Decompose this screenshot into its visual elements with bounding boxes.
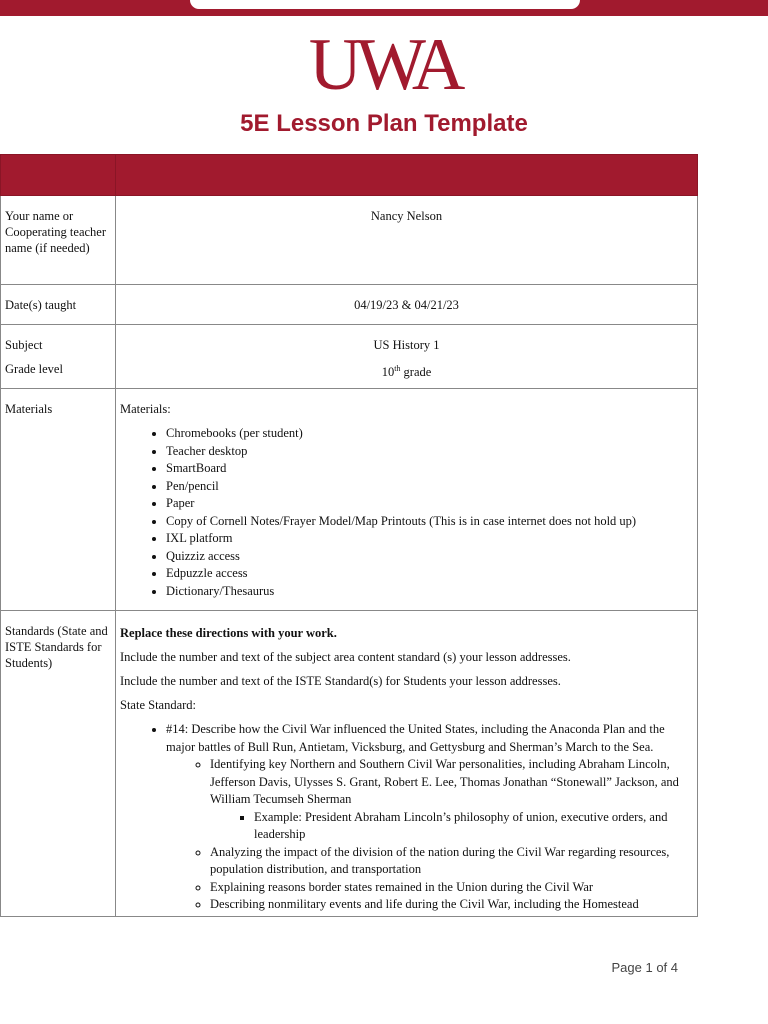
list-item: • Chromebooks (per student): [166, 425, 693, 443]
standards-instruction-1: Include the number and text of the subject area content standard (s) your lesson addresses.: [120, 650, 571, 664]
materials-label: Materials: [1, 389, 116, 611]
top-banner-notch: [190, 0, 580, 9]
document-title: 5E Lesson Plan Template: [240, 110, 528, 137]
list-item: [166, 721, 693, 914]
name-value: Nancy Nelson: [116, 196, 698, 285]
list-item: • Copy of Cornell Notes/Frayer Model/Map Printouts (This is in case internet does not hold up): [166, 513, 693, 531]
grade-value: [120, 361, 693, 380]
lesson-plan-table: [0, 154, 698, 917]
grade-word: grade: [400, 365, 432, 380]
standard-sub-list: [166, 756, 693, 914]
header-cell-right: [116, 155, 698, 196]
grade-suffix-sup: th: [394, 364, 401, 373]
grade-number: 10: [381, 365, 395, 380]
standards-instruction-2: Include the number and text of the ISTE Standard(s) for Students your lesson addresses.: [120, 674, 561, 688]
list-item: ▪ Example: President Abraham Lincoln’s philosophy of union, executive orders, and leadership: [254, 809, 693, 844]
uwa-logo: UWA: [308, 24, 460, 106]
standards-label: Standards (State and ISTE Standards for Students): [1, 611, 116, 917]
standards-cell: [116, 611, 698, 917]
list-item: • Paper: [166, 495, 693, 513]
standards-directions: Replace these directions with your work.: [120, 626, 337, 640]
list-item: • Teacher desktop: [166, 443, 693, 461]
table-header-row: [1, 155, 698, 196]
table-row-materials: [1, 389, 698, 611]
list-item: • Edpuzzle access: [166, 565, 693, 583]
table-row-name: [1, 196, 698, 285]
list-item: ◦ Explaining reasons border states remained in the Union during the Civil War: [210, 879, 693, 897]
standards-list: [120, 721, 693, 914]
header-cell-left: [1, 155, 116, 196]
subject-label: Subject: [5, 338, 43, 352]
table-row-dates: [1, 285, 698, 325]
subject-grade-labels: [1, 325, 116, 389]
sub-item-personalities: Identifying key Northern and Southern Civil War personalities, including Abraham Lincoln, Jefferson Davis, Ulysses S. Grant, Robert E. Lee, Thomas Jonathan “Stonewall” Jackson, and William Tecumseh Sherman: [210, 757, 679, 806]
subject-value: US History 1: [373, 338, 440, 352]
dates-label: Date(s) taught: [1, 285, 116, 325]
name-label: Your name or Cooperating teacher name (if needed): [1, 196, 116, 285]
list-item: • Dictionary/Thesaurus: [166, 583, 693, 601]
materials-heading: Materials:: [120, 402, 171, 416]
list-item: • IXL platform: [166, 530, 693, 548]
standard-14-text: #14: Describe how the Civil War influenced the United States, including the Anaconda Plan and the major battles of Bull Run, Antietam, Vicksburg, and Gettysburg and Sherman’s March to the Sea.: [166, 722, 665, 754]
list-item: • Quizziz access: [166, 548, 693, 566]
state-standard-label: State Standard:: [120, 698, 197, 712]
grade-label: Grade level: [5, 362, 63, 376]
dates-value: 04/19/23 & 04/21/23: [116, 285, 698, 325]
materials-cell: [116, 389, 698, 611]
example-list: [210, 809, 693, 844]
list-item: ◦ Analyzing the impact of the division of the nation during the Civil War regarding resources, population distribution, and transportation: [210, 844, 693, 879]
subject-grade-values: [116, 325, 698, 389]
list-item: ◦ Describing nonmilitary events and life during the Civil War, including the Homestead: [210, 896, 693, 914]
list-item: [210, 756, 693, 844]
table-row-standards: [1, 611, 698, 917]
table-row-subject-grade: [1, 325, 698, 389]
list-item: • SmartBoard: [166, 460, 693, 478]
page-number: Page 1 of 4: [611, 960, 678, 975]
materials-list: [120, 425, 693, 600]
list-item: • Pen/pencil: [166, 478, 693, 496]
